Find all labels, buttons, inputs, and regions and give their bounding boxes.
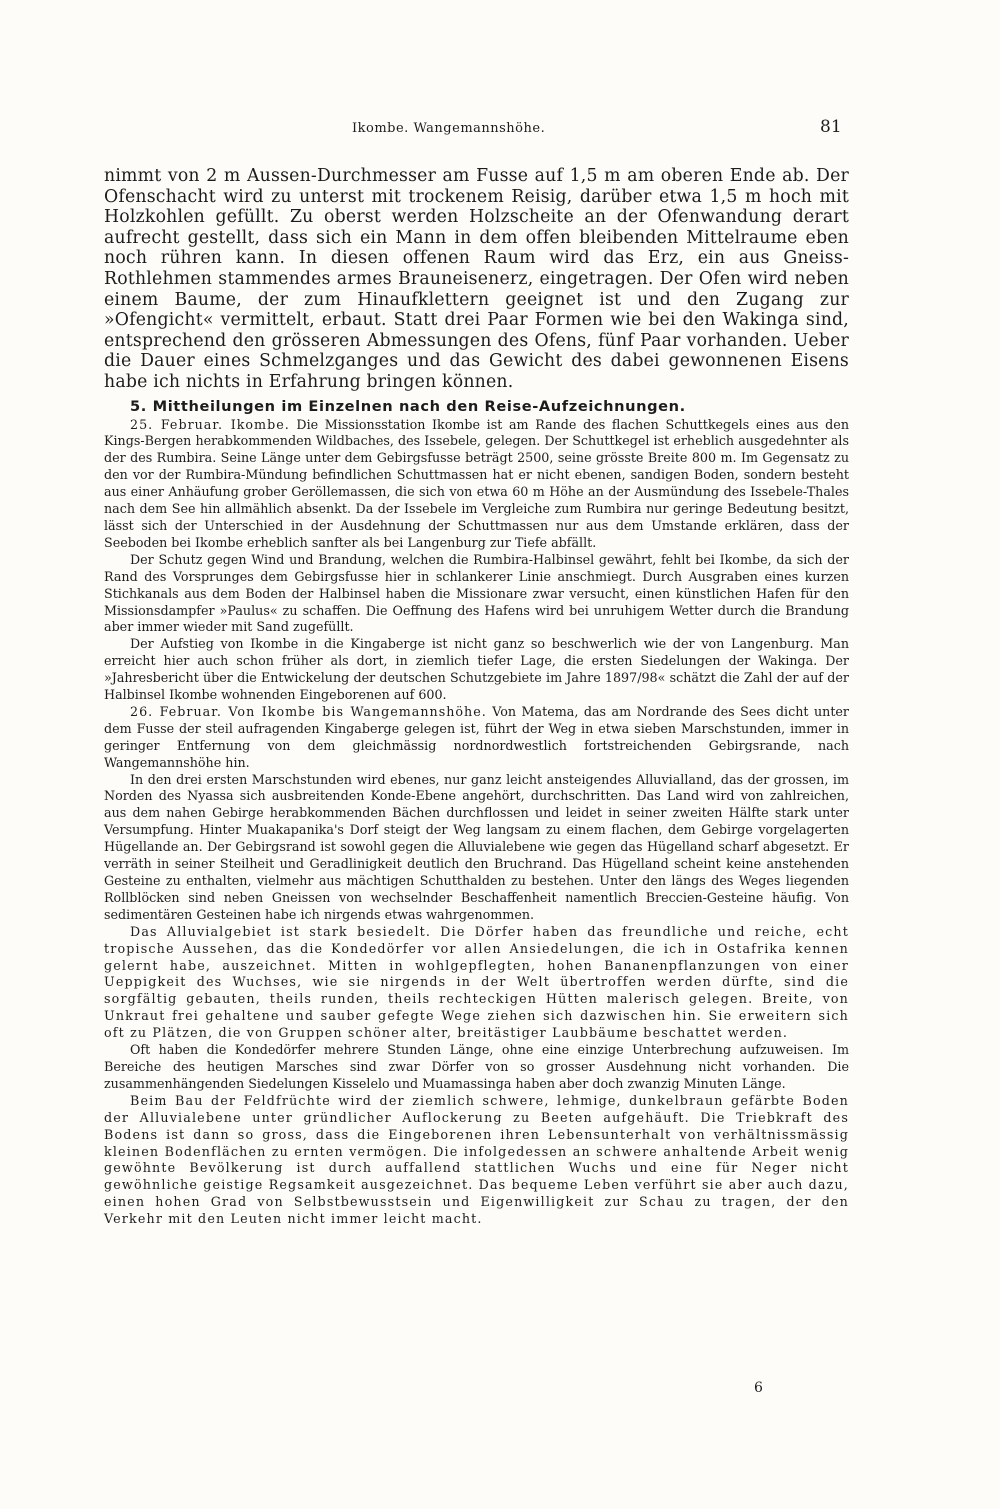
paragraph-ikombe xyxy=(104,417,849,552)
paragraph-text: Die Missionsstation Ikombe ist am Rande des flachen Schuttkegels eines aus den Kings-Bergen herabkommenden Wildbaches, des Issebele, gelegen. Der Schuttkegel ist erheblich ausgedehnter als der des Rumbira. Seine Länge unter dem Gebirgsfusse beträgt 2500, seine grösste Breite 800 m. Im Gegensatz zu den vor der Rumbira-Mündung befindlichen Schuttmassen hat er nicht ebenen, sandigen Boden, sondern besteht aus einer Anhäufung grober Geröllemassen, die sich von etwa 60 m Höhe an der Ausmündung des Issebele-Thales nach dem See hin allmählich absenkt. Da der Issebele im Vergleiche zum Rumbira nur geringe Bedeutung besitzt, lässt sich der Unterschied in der Ausdehnung der Schuttmassen nur aus dem Umstande erklären, dass der Seeboden bei Ikombe erheblich sanfter als bei Langenburg zur Tiefe abfällt. xyxy=(104,416,849,550)
intro-block xyxy=(104,166,849,393)
paragraph-text: In den drei ersten Marschstunden wird ebenes, nur ganz leicht ansteigendes Alluvialland, das der grossen, im Norden des Nyassa sich ausbreitenden Konde-Ebene angehört, durchschritten. Das Land wird von zahlreichen, aus dem nahen Gebirge herabkommenden Bächen durchflossen und leidet in seiner zweiten Hälfte stark unter Versumpfung. Hinter Muakapanika's Dorf steigt der Weg langsam zu einem flachen, dem Gebirge vorgelagerten Hügellande an. Der Gebirgsrand ist sowohl gegen die Alluvialebene wie gegen das Hügelland scharf abgesetzt. Er verräth in seiner Steilheit und Geradlinigkeit deutlich den Bruchrand. Das Hügelland scheint keine anstehenden Gesteine zu enthalten, vielmehr aus mächtigen Schutthalden zu bestehen. Unter den längs des Weges liegenden Rollblöcken sind neben Gneissen von wechselnder Beschaffenheit namentlich Breccien-Gesteine häufig. Von sedimentären Gesteinen habe ich nirgends etwas wahrgenommen. xyxy=(104,771,849,922)
paragraph-text: Das Alluvialgebiet ist stark besiedelt. Die Dörfer haben das freundliche und reiche, echt tropische Aussehen, das die Kondedörfer vor allen Ansiedelungen, die ich in Ostafrika kennen gelernt habe, auszeichnet. Mitten in wohlgepflegten, hohen Bananenpflanzungen von einer Ueppigkeit des Wuchses, wie sie nirgends in der Welt übertroffen werden dürfte, sind die sorgfältig gebauten, theils runden, theils rechteckigen Hütten malerisch gelegen. Breite, von Unkraut frei gehaltene und sauber gefegte Wege ziehen sich dazwischen hin. Sie erweitern sich oft zu Plätzen, die von Gruppen schöner alter, breitästiger Laubbäume beschattet werden. xyxy=(104,923,849,1041)
paragraph-lead: 26. Februar. Von Ikombe bis Wangemannshöhe. xyxy=(130,703,487,719)
page-number: 81 xyxy=(820,117,842,137)
paragraph-wind xyxy=(104,552,849,637)
paragraph-text: Der Schutz gegen Wind und Brandung, welchen die Rumbira-Halbinsel gewährt, fehlt bei Ikombe, da sich der Rand des Vorsprunges dem Gebirgsfusse hier in schlankerer Linie anschmiegt. Durch Ausgraben eines kurzen Stichkanals aus dem Boden der Halbinsel haben die Missionare zwar versucht, einen künstlichen Hafen für den Missionsdampfer »Paulus« zu schaffen. Die Oeffnung des Hafens wird bei unruhigem Wetter durch die Brandung aber immer wieder mit Sand zugefüllt. xyxy=(104,551,849,635)
paragraph-villages xyxy=(104,924,849,1042)
paragraph-text: Der Aufstieg von Ikombe in die Kingaberge ist nicht ganz so beschwerlich wie der von Langenburg. Man erreicht hier auch schon früher als dort, in ziemlich tiefer Lage, die ersten Siedelungen der Wakinga. Der »Jahresbericht über die Entwickelung der deutschen Schutzgebiete im Jahre 1897/98« schätzt die Zahl der auf der Halbinsel Ikombe wohnenden Eingeborenen auf 600. xyxy=(104,636,849,703)
section-heading: 5. Mittheilungen im Einzelnen nach den Reise-Aufzeichnungen. xyxy=(130,397,686,415)
paragraph-alluvial xyxy=(104,772,849,924)
paragraph-kondedoerfer xyxy=(104,1042,849,1093)
paragraph-text: Beim Bau der Feldfrüchte wird der ziemlich schwere, lehmige, dunkelbraun gefärbte Boden der Alluvialebene unter gründlicher Auflockerung zu Beeten aufgehäuft. Die Triebkraft des Bodens ist dann so gross, dass die Eingeborenen ihren Lebensunterhalt von verhältnissmässig kleinen Bodenflächen zu ernten vermögen. Die infolgedessen an schwere anhaltende Arbeit wenig gewöhnte Bevölkerung ist durch auffallend stattlichen Wuchs und eine für Neger nicht gewöhnliche geistige Regsamkeit ausgezeichnet. Das bequeme Leben verführt sie aber auch dazu, einen hohen Grad von Selbstbewusstsein und Eigenwilligkeit zur Schau zu tragen, der den Verkehr mit den Leuten nicht immer leicht macht. xyxy=(104,1092,849,1227)
paragraph-text: Von Matema, das am Nordrande des Sees dicht unter dem Fusse der steil aufragenden Kingaberge gelegen ist, führt der Weg in etwa sieben Marschstunden, immer in geringer Entfernung von dem gleichmässig nordnordwestlich fortstreichenden Gebirgsrande, nach Wangemannshöhe hin. xyxy=(104,703,849,770)
paragraph-wangemannshoehe xyxy=(104,704,849,772)
intro-paragraph: nimmt von 2 m Aussen-Durchmesser am Fusse auf 1,5 m am oberen Ende ab. Der Ofenschacht wird zu unterst mit trockenem Reisig, darüber etwa 1,5 m hoch mit Holzkohlen gefüllt. Zu oberst werden Holzscheite an der Ofenwandung derart aufrecht gestellt, dass sich ein Mann in dem offen bleibenden Mittelraume eben noch rühren kann. In diesen offenen Raum wird das Erz, ein aus Gneiss-Rothlehmen stammendes armes Brauneisenerz, eingetragen. Der Ofen wird neben einem Baume, der zum Hinaufklettern geeignet ist und den Zugang zur »Ofengicht« vermittelt, erbaut. Statt drei Paar Formen wie bei den Wakinga sind, entsprechend den grösseren Abmessungen des Ofens, fünf Paar vorhanden. Ueber die Dauer eines Schmelzganges und das Gewicht des dabei gewonnenen Eisens habe ich nichts in Erfahrung bringen können. xyxy=(104,166,849,392)
footer-signature: 6 xyxy=(754,1380,763,1396)
paragraph-agriculture xyxy=(104,1093,849,1228)
paragraph-lead: 25. Februar. Ikombe. xyxy=(130,416,290,432)
paragraph-list xyxy=(104,417,849,1229)
running-head: Ikombe. Wangemannshöhe. xyxy=(352,121,546,136)
page-body xyxy=(104,166,849,1228)
paragraph-text: Oft haben die Kondedörfer mehrere Stunden Länge, ohne eine einzige Unterbrechung aufzuweisen. Im Bereiche des heutigen Marsches sind zwar Dörfer von so grosser Ausdehnung nicht vorhanden. Die zusammenhängenden Siedelungen Kisselelo und Muamassinga haben aber doch zwanzig Minuten Länge. xyxy=(104,1042,849,1091)
paragraph-ascent xyxy=(104,636,849,704)
